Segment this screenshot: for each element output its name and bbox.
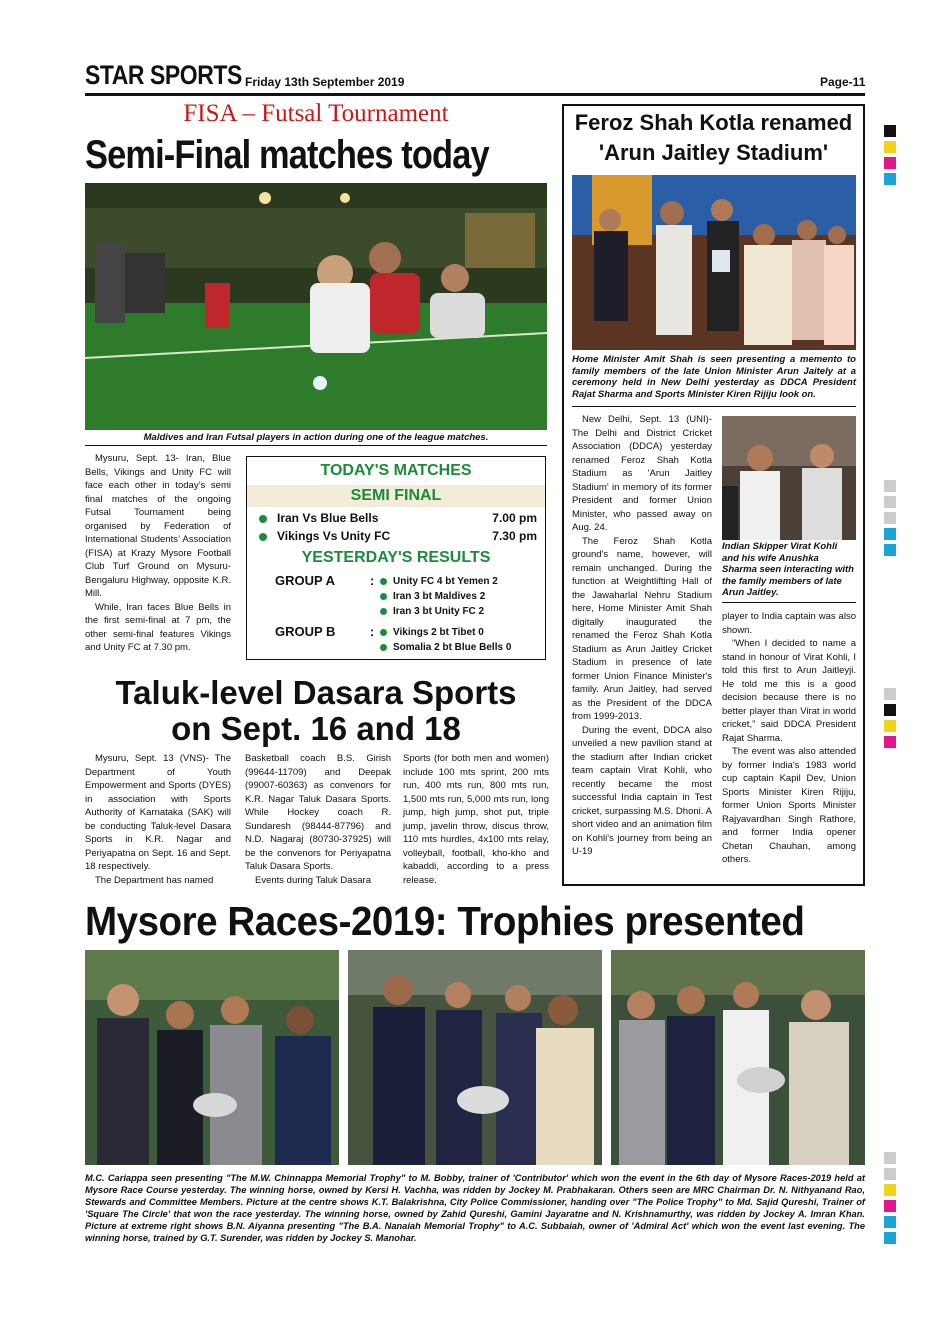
race-trophy-photo-left bbox=[85, 950, 339, 1165]
paragraph: Events during Taluk Dasara bbox=[255, 874, 371, 886]
result-row bbox=[380, 642, 511, 653]
futsal-kicker: FISA – Futsal Tournament bbox=[183, 100, 449, 127]
match-teams: Iran Vs Blue Bells bbox=[277, 511, 379, 525]
virat-kohli-photo bbox=[722, 416, 856, 540]
dasara-column-2 bbox=[245, 752, 391, 887]
headline-line: 'Arun Jaitley Stadium' bbox=[598, 140, 829, 165]
bullet-icon bbox=[380, 593, 387, 600]
kotla-headline bbox=[562, 108, 865, 168]
races-headline: Mysore Races-2019: Trophies presented bbox=[85, 898, 805, 944]
futsal-photo-caption: Maldives and Iran Futsal players in action during one of the league matches. bbox=[143, 432, 489, 443]
todays-matches-box bbox=[246, 456, 546, 660]
paragraph: Mysuru, Sept. 13 (VNS)- The Department of Youth Empowerment and Sports (DYES) in association with Sports Authority of Karnataka (SAK) will be conducting Taluk-level Dasara Sports in K.R. Nagar and Periyapatna on Sept. 16 and Sept. 18 respectively. bbox=[85, 753, 231, 872]
group-a-label bbox=[275, 573, 375, 588]
headline-line: on Sept. 16 and 18 bbox=[171, 710, 461, 747]
result-text: Unity FC 4 bt Yemen 2 bbox=[393, 576, 498, 587]
divider bbox=[722, 602, 856, 603]
dasara-headline bbox=[85, 675, 547, 747]
paragraph: New Delhi, Sept. 13 (UNI)- The Delhi and District Cricket Association (DDCA) yesterday renamed Feroz Shah Kotla Stadium as 'Arun Jaitley Stadium' in memory of its former President and former Union Minister, who passed away on Aug. 24. bbox=[572, 414, 712, 533]
match-row bbox=[259, 511, 537, 525]
races-photo-caption: M.C. Cariappa seen presenting "The M.W. Chinnappa Memorial Trophy" to M. Bobby, trainer of 'Contributor' which won the event in the 6th day of Mysore Races-2019 held at Mysore Race Course yesterday. The winning horse, owned by Kersi H. Vachha, was ridden by Jockey M. Prabhakaran. Others seen are MRC Chairman Dr. N. Nithyanand Rao, Stewards and Committee Members. Picture at the centre shows K.T. Balakrishna, City Police Commissioner, handing over "The Police Trophy" to Md. Sajid Qureshi, Trainer of 'Square The Circle' that won the race yesterday. The winning horse, owned by Zahid Qureshi, Gamini Jayaratne and N. Krishnamurthy, was ridden by Jockey A. Imran Khan. Picture at extreme right shows B.N. Aiyanna presenting "The B.A. Nanaiah Memorial Trophy" to A.C. Subbaiah, owner of 'Admiral Act' which won the event last evening. The winning horse, trained by G.T. Surender, was ridden by Jockey S. Manohar. bbox=[85, 1173, 865, 1243]
paragraph: During the event, DDCA also unveiled a new pavilion stand at the stadium after Indian cricket team captain Virat Kohli, who recently became the most successful India captain in Test cricket, surpassing M.S. Dhoni. A short video and an animation film on Kohli's journey from being an U-19 bbox=[572, 724, 712, 857]
group-b-label bbox=[275, 624, 375, 639]
bullet-icon bbox=[380, 578, 387, 585]
result-row bbox=[380, 591, 485, 602]
paragraph: While, Iran faces Blue Bells in the first semi-final at 7 pm, the other semi-final features Vikings and Unity FC at 7.30 pm. bbox=[85, 601, 231, 653]
result-text: Somalia 2 bt Blue Bells 0 bbox=[393, 642, 512, 653]
box-subtitle: SEMI FINAL bbox=[247, 485, 545, 507]
result-text: Vikings 2 bt Tibet 0 bbox=[393, 627, 484, 638]
futsal-match-photo bbox=[85, 183, 547, 430]
paragraph: The Department has named bbox=[95, 874, 214, 886]
group-label: GROUP A bbox=[275, 573, 335, 588]
issue-date: Friday 13th September 2019 bbox=[245, 75, 405, 89]
headline-line: Feroz Shah Kotla renamed bbox=[574, 110, 853, 135]
bullet-icon bbox=[259, 515, 267, 523]
result-row bbox=[380, 606, 484, 617]
color-registration-marks bbox=[884, 688, 896, 752]
futsal-article-body bbox=[85, 452, 231, 655]
colon: : bbox=[370, 624, 375, 639]
kotla-ceremony-photo bbox=[572, 175, 856, 350]
group-label: GROUP B bbox=[275, 624, 336, 639]
header-rule bbox=[85, 93, 865, 96]
race-trophy-photo-right bbox=[611, 950, 865, 1165]
masthead: STAR SPORTS bbox=[85, 60, 242, 90]
result-text: Iran 3 bt Maldives 2 bbox=[393, 591, 486, 602]
paragraph: Basketball coach B.S. Girish (99644-11709) and Deepak (99007-60363) as convenors for K.R. Nagar Taluk Dasara Sports. While Hockey coach R. Sundaresh (98444-87796) and N.D. Nagaraj (80730-37925) will be the convenors for Periyapatna Taluk Dasara Sports. bbox=[245, 753, 391, 872]
bullet-icon bbox=[380, 608, 387, 615]
dasara-column-3 bbox=[403, 752, 549, 887]
result-row bbox=[380, 576, 498, 587]
result-text: Iran 3 bt Unity FC 2 bbox=[393, 606, 485, 617]
kotla-column-2 bbox=[722, 610, 856, 867]
match-time: 7.30 pm bbox=[492, 529, 537, 543]
bullet-icon bbox=[259, 533, 267, 541]
paragraph: Mysuru, Sept. 13- Iran, Blue Bells, Vikings and Unity FC will face each other in today’s semi final matches of the ongoing Futsal Tournament being organised by Federation of International Students’ Association (FISA) at Krazy Mysore Football Club Turf Ground on Mysuru-Bengaluru Highway, opposite K.R. Mill. bbox=[85, 453, 231, 599]
results-title: YESTERDAY'S RESULTS bbox=[301, 549, 491, 566]
colon: : bbox=[370, 573, 375, 588]
box-title: TODAY'S MATCHES bbox=[320, 462, 472, 479]
paragraph: player to India captain was also shown. bbox=[722, 611, 856, 636]
page-number: Page-11 bbox=[820, 75, 866, 89]
match-row bbox=[259, 529, 537, 543]
match-teams: Vikings Vs Unity FC bbox=[277, 529, 391, 543]
bullet-icon bbox=[380, 629, 387, 636]
dasara-column-1 bbox=[85, 752, 231, 887]
kotla-photo-caption: Home Minister Amit Shah is seen presenting a memento to family members of the late Union Minister Arun Jaitely at a ceremony held in New Delhi yesterday as DDCA President Rajat Sharma and Sports Minister Kiren Rijiju look on. bbox=[572, 354, 856, 400]
futsal-headline: Semi-Final matches today bbox=[85, 133, 489, 177]
paragraph: Sports (for both men and women) include 100 mts sprint, 200 mts run, 400 mts run, 800 mts run, 1,500 mts run, 5,000 mts run, long jump, high jump, shot put, triple jump, javelin throw, discus throw, 110 mts hurdles, 4x100 mts relay, volleyball, football, kho-kho and kabaddi, according to a press release. bbox=[403, 753, 549, 886]
paragraph: The event was also attended by former India's 1983 world cup captain Kapil Dev, Union Sports Minister Kiren Rijiju, former Union Sports Minister Rajyavardhan Singh Rathore, and former India opener Chetan Chauhan, among others. bbox=[722, 746, 856, 865]
race-trophy-photo-centre bbox=[348, 950, 602, 1165]
kotla-column-1 bbox=[572, 413, 712, 859]
color-registration-marks bbox=[884, 1152, 896, 1248]
result-row bbox=[380, 627, 484, 638]
color-registration-marks bbox=[884, 125, 896, 189]
virat-photo-caption: Indian Skipper Virat Kohli and his wife Anushka Sharma seen interacting with the family members of late Arun Jaitley. bbox=[722, 541, 854, 598]
bullet-icon bbox=[380, 644, 387, 651]
paragraph: “When I decided to name a stand in honour of Virat Kohli, I told this first to Arun Jaitleyji. He told me this is a good decision because there is no better player than Virat in world cricket,” said DDCA President Rajat Sharma. bbox=[722, 638, 856, 744]
color-registration-marks bbox=[884, 480, 896, 560]
divider bbox=[572, 406, 856, 407]
divider bbox=[85, 445, 547, 446]
headline-line: Taluk-level Dasara Sports bbox=[115, 674, 517, 711]
paragraph: The Feroz Shah Kotla ground's name, however, will remain unchanged. During the function at Weightlifting Hall of the Jawaharlal Nehru Stadium here, Home Minister Amit Shah digitally inaugurated the renamed the Feroz Shah Kotla Stadium as Arun Jaitley Cricket Stadium in presence of late former Union Finance Minister's family. Arun Jaitley, had served as the President of the DDCA from 1999-2013. bbox=[572, 535, 712, 722]
match-time: 7.00 pm bbox=[492, 511, 537, 525]
